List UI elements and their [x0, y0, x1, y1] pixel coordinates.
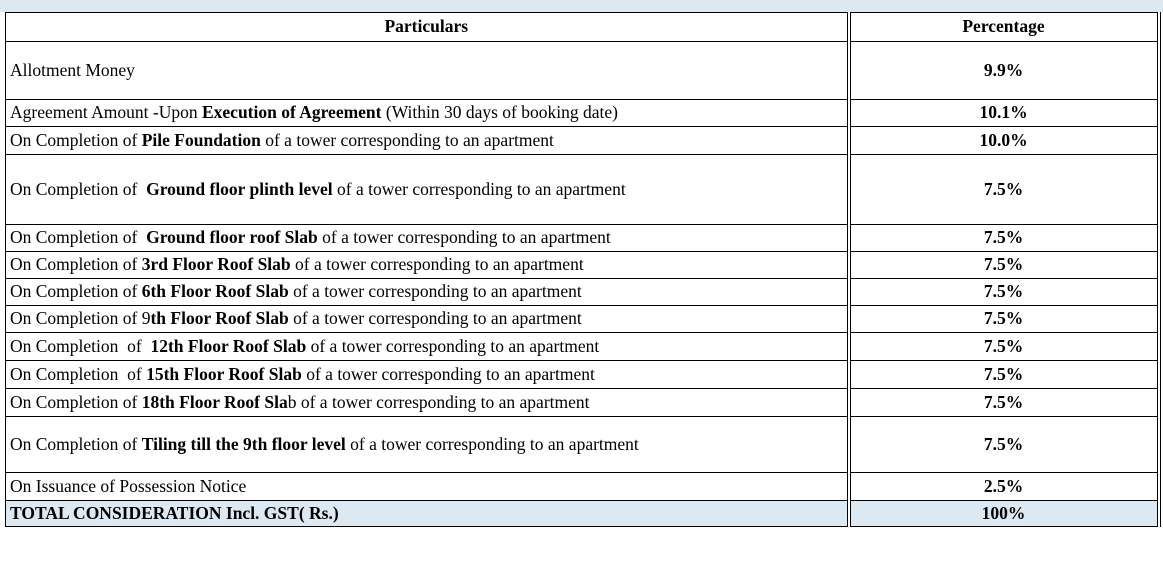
total-label: TOTAL CONSIDERATION Incl. GST( Rs.) — [6, 501, 849, 527]
table-row — [6, 100, 1159, 127]
table-row — [6, 417, 1159, 473]
table-row — [6, 42, 1159, 100]
row-percentage: 7.5% — [849, 389, 1159, 417]
header-particulars: Particulars — [6, 13, 849, 42]
row-particular: On Completion of 12th Floor Roof Slab of a tower corresponding to an apartment — [6, 333, 849, 361]
table-row — [6, 155, 1159, 225]
table-row — [6, 225, 1159, 252]
table-row — [6, 473, 1159, 501]
row-percentage: 7.5% — [849, 361, 1159, 389]
row-percentage: 9.9% — [849, 42, 1159, 100]
row-percentage: 7.5% — [849, 333, 1159, 361]
row-percentage: 7.5% — [849, 252, 1159, 279]
table-row — [6, 361, 1159, 389]
payment-plan-table — [5, 12, 1161, 527]
table-row — [6, 306, 1159, 333]
table-header-row — [6, 13, 1159, 42]
top-band — [0, 0, 1163, 12]
row-percentage: 7.5% — [849, 155, 1159, 225]
table-row — [6, 127, 1159, 155]
row-percentage: 10.0% — [849, 127, 1159, 155]
row-particular: On Completion of Ground floor plinth level of a tower corresponding to an apartment — [6, 155, 849, 225]
row-particular: On Completion of Pile Foundation of a tower corresponding to an apartment — [6, 127, 849, 155]
row-percentage: 7.5% — [849, 225, 1159, 252]
row-particular: Allotment Money — [6, 42, 849, 100]
row-particular: On Completion of 9th Floor Roof Slab of a tower corresponding to an apartment — [6, 306, 849, 333]
row-percentage: 7.5% — [849, 306, 1159, 333]
row-particular: Agreement Amount -Upon Execution of Agreement (Within 30 days of booking date) — [6, 100, 849, 127]
row-particular: On Issuance of Possession Notice — [6, 473, 849, 501]
row-particular: On Completion of 15th Floor Roof Slab of a tower corresponding to an apartment — [6, 361, 849, 389]
table-row — [6, 389, 1159, 417]
row-particular: On Completion of Ground floor roof Slab of a tower corresponding to an apartment — [6, 225, 849, 252]
row-particular: On Completion of 3rd Floor Roof Slab of a tower corresponding to an apartment — [6, 252, 849, 279]
total-percentage: 100% — [849, 501, 1159, 527]
row-percentage: 7.5% — [849, 279, 1159, 306]
header-percentage: Percentage — [849, 13, 1159, 42]
row-percentage: 7.5% — [849, 417, 1159, 473]
row-particular: On Completion of 18th Floor Roof Slab of a tower corresponding to an apartment — [6, 389, 849, 417]
table-row — [6, 279, 1159, 306]
row-percentage: 10.1% — [849, 100, 1159, 127]
row-particular: On Completion of 6th Floor Roof Slab of a tower corresponding to an apartment — [6, 279, 849, 306]
payment-plan-sheet — [5, 12, 1158, 527]
table-row — [6, 333, 1159, 361]
table-row — [6, 252, 1159, 279]
row-percentage: 2.5% — [849, 473, 1159, 501]
row-particular: On Completion of Tiling till the 9th floor level of a tower corresponding to an apartment — [6, 417, 849, 473]
table-total-row — [6, 501, 1159, 527]
